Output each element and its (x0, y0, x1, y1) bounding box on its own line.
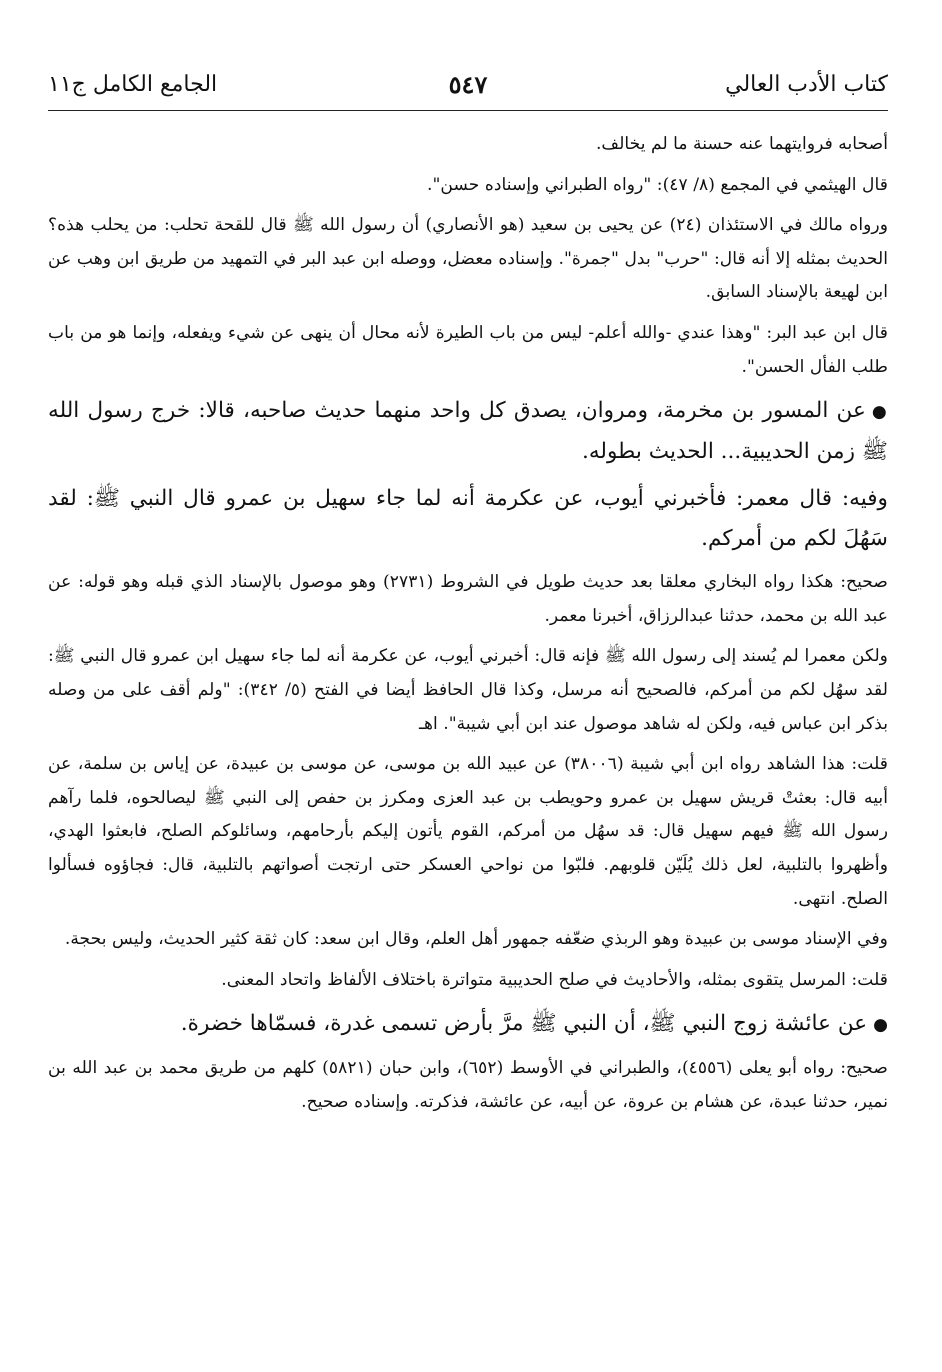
paragraph-text: ورواه مالك في الاستئذان (٢٤) عن يحيى بن سعيد (هو الأنصاري) أن رسول الله ﷺ قال للقحة تحلب: من يحلب هذه؟ الحديث بمثله إلا أنه قال: "حرب" بدل "جمرة". وإسناده معضل، ووصله ابن عبد البر في التمهيد من طريق ابن وهب عن ابن لهيعة بالإسناد السابق. (48, 215, 888, 303)
paragraph-text: عن عائشة زوج النبي ﷺ، أن النبي ﷺ مرَّ بأرض تسمى غدرة، فسمّاها خضرة. (180, 1011, 868, 1037)
commentary-paragraph (48, 128, 888, 162)
paragraph-text: وفيه: قال معمر: فأخبرني أيوب، عن عكرمة أنه لما جاء سهيل بن عمرو قال النبي ﷺ: لقد سَهُلَ لكم من أمركم. (48, 486, 888, 552)
bullet-icon: ● (871, 402, 888, 423)
paragraph-text: وفي الإسناد موسى بن عبيدة وهو الربذي ضعّفه جمهور أهل العلم، وقال ابن سعد: كان ثقة كثير الحديث، وليس بحجة. (64, 929, 888, 950)
paragraph-text: ولكن معمرا لم يُسند إلى رسول الله ﷺ فإنه قال: أخبرني أيوب، عن عكرمة أنه لما جاء سهيل ابن عمرو قال النبي ﷺ: لقد سهُل لكم من أمركم، فالصحيح أنه مرسل، وكذا قال الحافظ أيضا في الفتح (٥/ ٣٤٢): "ولم أقف على من وصله بذكر ابن عباس فيه، ولكن له شاهد موصول عند ابن أبي شيبة". اهـ (48, 646, 888, 734)
commentary-paragraph (48, 640, 888, 741)
page-number: ٥٤٧ (448, 69, 488, 99)
paragraph-text: صحيح: رواه أبو يعلى (٤٥٥٦)، والطبراني في الأوسط (٦٥٢)، وابن حبان (٥٨٢١) كلهم من طريق محمد بن عبد الله بن نمير، حدثنا عبدة، عن هشام بن عروة، عن أبيه، عن عائشة، فذكرته. وإسناده صحيح. (48, 1058, 888, 1112)
commentary-paragraph (48, 209, 888, 310)
paragraph-text: قلت: هذا الشاهد رواه ابن أبي شيبة (٣٨٠٠٦) عن عبيد الله بن موسى، عن موسى بن عبيدة، عن إياس بن سلمة، عن أبيه قال: بعثتْ قريش سهيل بن عمرو وحويطب بن عبد العزى ومكرز بن حفص إلى النبي ﷺ ليصالحوه، فلما رآهم رسول الله ﷺ فيهم سهيل قال: قد سهُل من أمركم، القوم يأتون إليكم بأرحامهم، وسائلوكم الصلح، فابعثوا الهدي، وأظهروا بالتلبية، لعل ذلك يُلَيّن قلوبهم. فلبّوا من نواحي العسكر حتى ارتجت أصواتهم بالتلبية، قال: فجاؤوه فسألوا الصلح. انتهى. (48, 754, 888, 909)
commentary-paragraph (48, 566, 888, 633)
header-rule (48, 110, 888, 111)
commentary-paragraph (48, 748, 888, 916)
bullet-icon: ● (873, 1015, 888, 1036)
paragraph-text: عن المسور بن مخرمة، ومروان، يصدق كل واحد منهما حديث صاحبه، قالا: خرج رسول الله ﷺ زمن الحديبية... الحديث بطوله. (48, 398, 888, 465)
paragraph-text: قال الهيثمي في المجمع (٨/ ٤٧): "رواه الطبراني وإسناده حسن". (427, 174, 888, 195)
paragraph-text: قال ابن عبد البر: "وهذا عندي -والله أعلم- ليس من باب الطيرة لأنه محال أن ينهى عن شيء ويفعله، وإنما هو من باب طلب الفأل الحسن". (48, 322, 888, 377)
paragraph-text: قلت: المرسل يتقوى بمثله، والأحاديث في صلح الحديبية متواترة باختلاف الألفاظ واتحاد المعنى. (221, 969, 888, 990)
book-title: كتاب الأدب العالي (725, 71, 888, 97)
paragraph-text: أصحابه فروايتهما عنه حسنة ما لم يخالف. (595, 134, 888, 154)
commentary-paragraph (48, 479, 888, 559)
page-body (48, 128, 888, 1126)
commentary-paragraph (48, 1052, 888, 1119)
hadith-paragraph (48, 391, 888, 472)
volume-title: الجامع الكامل ج١١ (48, 71, 218, 97)
commentary-paragraph (48, 964, 888, 998)
commentary-paragraph (48, 923, 888, 957)
paragraph-text: صحيح: هكذا رواه البخاري معلقا بعد حديث طويل في الشروط (٢٧٣١) وهو موصول بالإسناد الذي قبله وهو قوله: عن عبد الله بن محمد، حدثنا عبدالرزاق، أخبرنا معمر. (48, 572, 888, 626)
commentary-paragraph (48, 317, 888, 384)
page-header (48, 62, 888, 106)
hadith-paragraph (48, 1004, 888, 1045)
commentary-paragraph (48, 169, 888, 203)
